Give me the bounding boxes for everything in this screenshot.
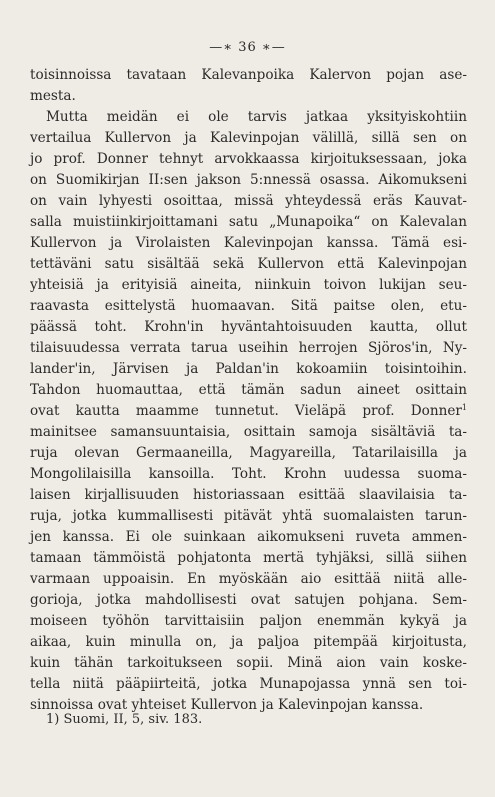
- text-line: vertailua Kullervon ja Kalevinpojan välillä, sillä sen on: [30, 130, 467, 146]
- body-text: [30, 65, 467, 716]
- text-line: tettäväni satu sisältää sekä Kullervon että Kalevinpojan: [30, 256, 467, 272]
- text-line: tella niitä pääpiirteitä, jotka Munapojassa ynnä sen toi-: [30, 676, 467, 692]
- text-line: aikaa, kuin minulla on, ja paljoa pitempää kirjoitusta,: [30, 634, 467, 650]
- text-line-content: ovat kautta maamme tunnetut. Vieläpä prof. Donner: [30, 403, 462, 419]
- text-line: mesta.: [30, 88, 76, 104]
- text-line: salla muistiinkirjoittamani satu „Munapoika“ on Kalevalan: [30, 214, 467, 230]
- text-line: Mutta meidän ei ole tarvis jatkaa yksityiskohtiin: [46, 109, 467, 125]
- text-line: tamaan tämmöistä pohjatonta mertä tyhjäksi, sillä siihen: [30, 550, 467, 566]
- text-line: on Suomikirjan II:sen jakson 5:nnessä osassa. Aikomukseni: [30, 172, 467, 188]
- text-line: raavasta esittelystä huomaavan. Sitä paitse olen, etu-: [30, 298, 467, 314]
- text-line: jo prof. Donner tehnyt arvokkaassa kirjoituksessaan, joka: [30, 151, 467, 167]
- footnote-text: Suomi, II, 5, siv. 183.: [63, 712, 203, 727]
- text-line: on vain lyhyesti osoittaa, missä yhteydessä eräs Kauvat-: [30, 193, 467, 209]
- text-line: päässä toht. Krohn'in hyväntahtoisuuden kautta, ollut: [30, 319, 467, 335]
- text-line: moiseen työhön tarvittaisiin paljon enemmän kykyä ja: [30, 613, 467, 629]
- footnote-marker: 1: [461, 403, 467, 412]
- text-line: laisen kirjallisuuden historiassaan esittää slaavilaisia ta-: [30, 487, 467, 503]
- text-line: ruja olevan Germaaneilla, Magyareilla, Tatarilaisilla ja: [30, 445, 467, 461]
- text-line: sinnoissa ovat yhteiset Kullervon ja Kalevinpojan kanssa.: [30, 697, 424, 713]
- text-line: ruja, jotka kummallisesti pitävät yhtä suomalaisten tarun-: [30, 508, 467, 524]
- text-line: mainitsee samansuuntaisia, osittain samoja sisältäviä ta-: [30, 424, 467, 440]
- footnote-label: 1): [46, 712, 60, 727]
- text-line: gorioja, jotka mahdollisesti ovat satujen pohjana. Sem-: [30, 592, 467, 608]
- text-line: Kullervon ja Virolaisten Kalevinpojan kanssa. Tämä esi-: [30, 235, 467, 251]
- text-line: varmaan uppoaisin. En myöskään aio esittää niitä alle-: [30, 571, 467, 587]
- footnote: [46, 712, 202, 727]
- text-line: lander'in, Järvisen ja Paldan'in kokoamiin toisintoihin.: [30, 361, 467, 377]
- text-line: yhteisiä ja erityisiä aineita, niinkuin toivon lukijan seu-: [30, 277, 467, 293]
- text-line: Mongolilaisilla kansoilla. Toht. Krohn uudessa suoma-: [30, 466, 467, 482]
- text-line: toisinnoissa tavataan Kalevanpoika Kalervon pojan ase-: [30, 67, 467, 83]
- text-line: Tahdon huomauttaa, että tämän sadun aineet osittain: [30, 382, 467, 398]
- text-line: kuin tähän tarkoitukseen sopii. Minä aion vain koske-: [30, 655, 467, 671]
- page-header: —∗ 36 ∗—: [209, 40, 286, 55]
- text-line: jen kanssa. Ei ole suinkaan aikomukseni ruveta ammen-: [30, 529, 467, 545]
- text-line: tilaisuudessa verrata tarua useihin herrojen Sjöros'in, Ny-: [30, 340, 467, 356]
- text-line-with-footnote: [30, 401, 467, 422]
